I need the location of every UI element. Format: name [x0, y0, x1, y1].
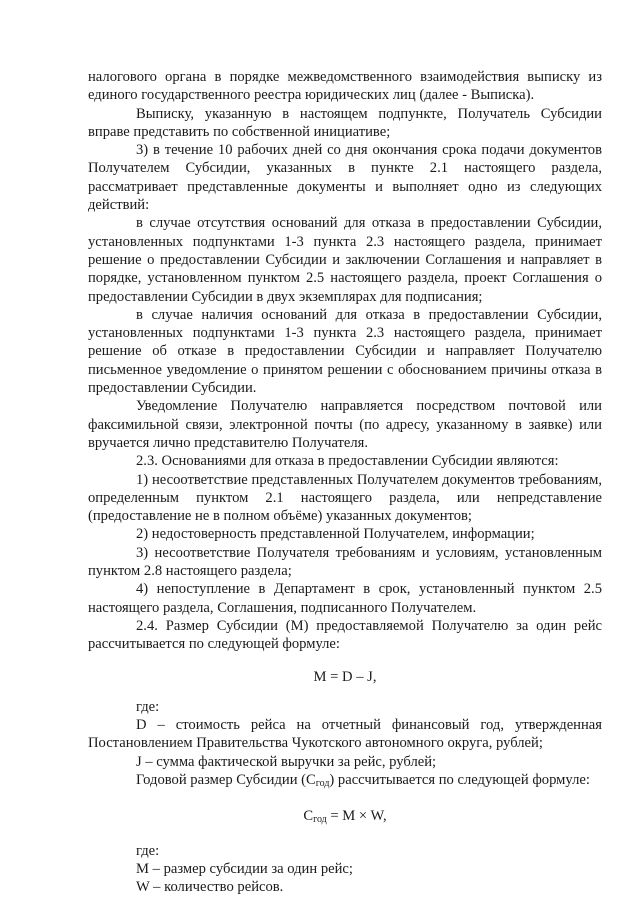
definition-m: M – размер субсидии за один рейс; [136, 860, 353, 877]
paragraph-reason-1: 1) несоответствие представленных Получателем документов требованиям, определенным пунктом 2.1 настоящего раздела, или непредставление (предоставление не в полном объёме) указанных документов; [88, 471, 602, 525]
annual-text-a: Годовой размер Субсидии (С [136, 771, 316, 788]
where-label: где: [136, 698, 160, 715]
paragraph-section-2-4: 2.4. Размер Субсидии (M) предоставляемой Получателю за один рейс рассчитывается по следующей формуле: [88, 617, 602, 653]
formula2-b: = M × W, [326, 808, 387, 825]
paragraph-approval-case: в случае отсутствия оснований для отказа в предоставлении Субсидии, установленных подпунктами 1-3 пункта 2.3 настоящего раздела, принимает решение о предоставлении Субсидии и заключении Соглашения и направляет в порядке, установленном пунктом 2.5 настоящего раздела, проект Соглашения о предоставлении Субсидии в двух экземплярах для подписания; [88, 215, 602, 305]
definition-j: J – сумма фактической выручки за рейс, рублей; [136, 753, 437, 770]
paragraph-refusal-case: в случае наличия оснований для отказа в предоставлении Субсидии, установленных подпунктами 1-3 пункта 2.3 настоящего раздела, принимает решение об отказе в предоставлении Субсидии и направляет Получателю письменное уведомление о принятом решении с обоснованием причины отказа в предоставлении Субсидии. [88, 306, 602, 397]
formula2-subscript: год [313, 814, 327, 826]
paragraph-extract-initiative: Выписку, указанную в настоящем подпункте, Получатель Субсидии вправе представить по собственной инициативе; [88, 105, 602, 140]
definition-d: D – стоимость рейса на отчетный финансовый год, утвержденная Постановлением Правительства Чукотского автономного округа, рублей; [88, 717, 602, 752]
formula-subsidy-per-trip: M = D – J, [313, 668, 377, 685]
document-page [88, 68, 602, 896]
definition-w: W – количество рейсов. [136, 879, 284, 896]
paragraph-extract: налогового органа в порядке межведомственного взаимодействия выписку из единого государственного реестра юридических лиц (далее - Выписка). [88, 69, 602, 104]
annual-text-b: ) рассчитывается по следующей формуле: [329, 771, 590, 788]
annual-subscript: год [315, 777, 330, 789]
where-label-2: где: [136, 842, 160, 859]
paragraph-reason-3: 3) несоответствие Получателя требованиям и условиям, установленным пунктом 2.8 настоящего раздела; [88, 544, 602, 580]
paragraph-item-3: 3) в течение 10 рабочих дней со дня окончания срока подачи документов Получателем Субсидии, указанных в пункте 2.1 настоящего раздела, рассматривает представленные документы и выполняет одно из следующих действий: [88, 142, 602, 214]
formula2-a: С [303, 808, 314, 825]
formula-annual-subsidy [88, 807, 602, 829]
paragraph-annual-subsidy [88, 771, 602, 793]
paragraph-notification: Уведомление Получателю направляется посредством почтовой или факсимильной связи, электронной почты (по адресу, указанному в заявке) или вручается лично представителю Получателя. [88, 398, 602, 451]
paragraph-reason-4: 4) непоступление в Департамент в срок, установленный пунктом 2.5 настоящего раздела, Соглашения, подписанного Получателем. [88, 581, 602, 616]
paragraph-reason-2: 2) недостоверность представленной Получателем, информации; [136, 526, 535, 543]
paragraph-section-2-3: 2.3. Основаниями для отказа в предоставлении Субсидии являются: [136, 453, 559, 470]
